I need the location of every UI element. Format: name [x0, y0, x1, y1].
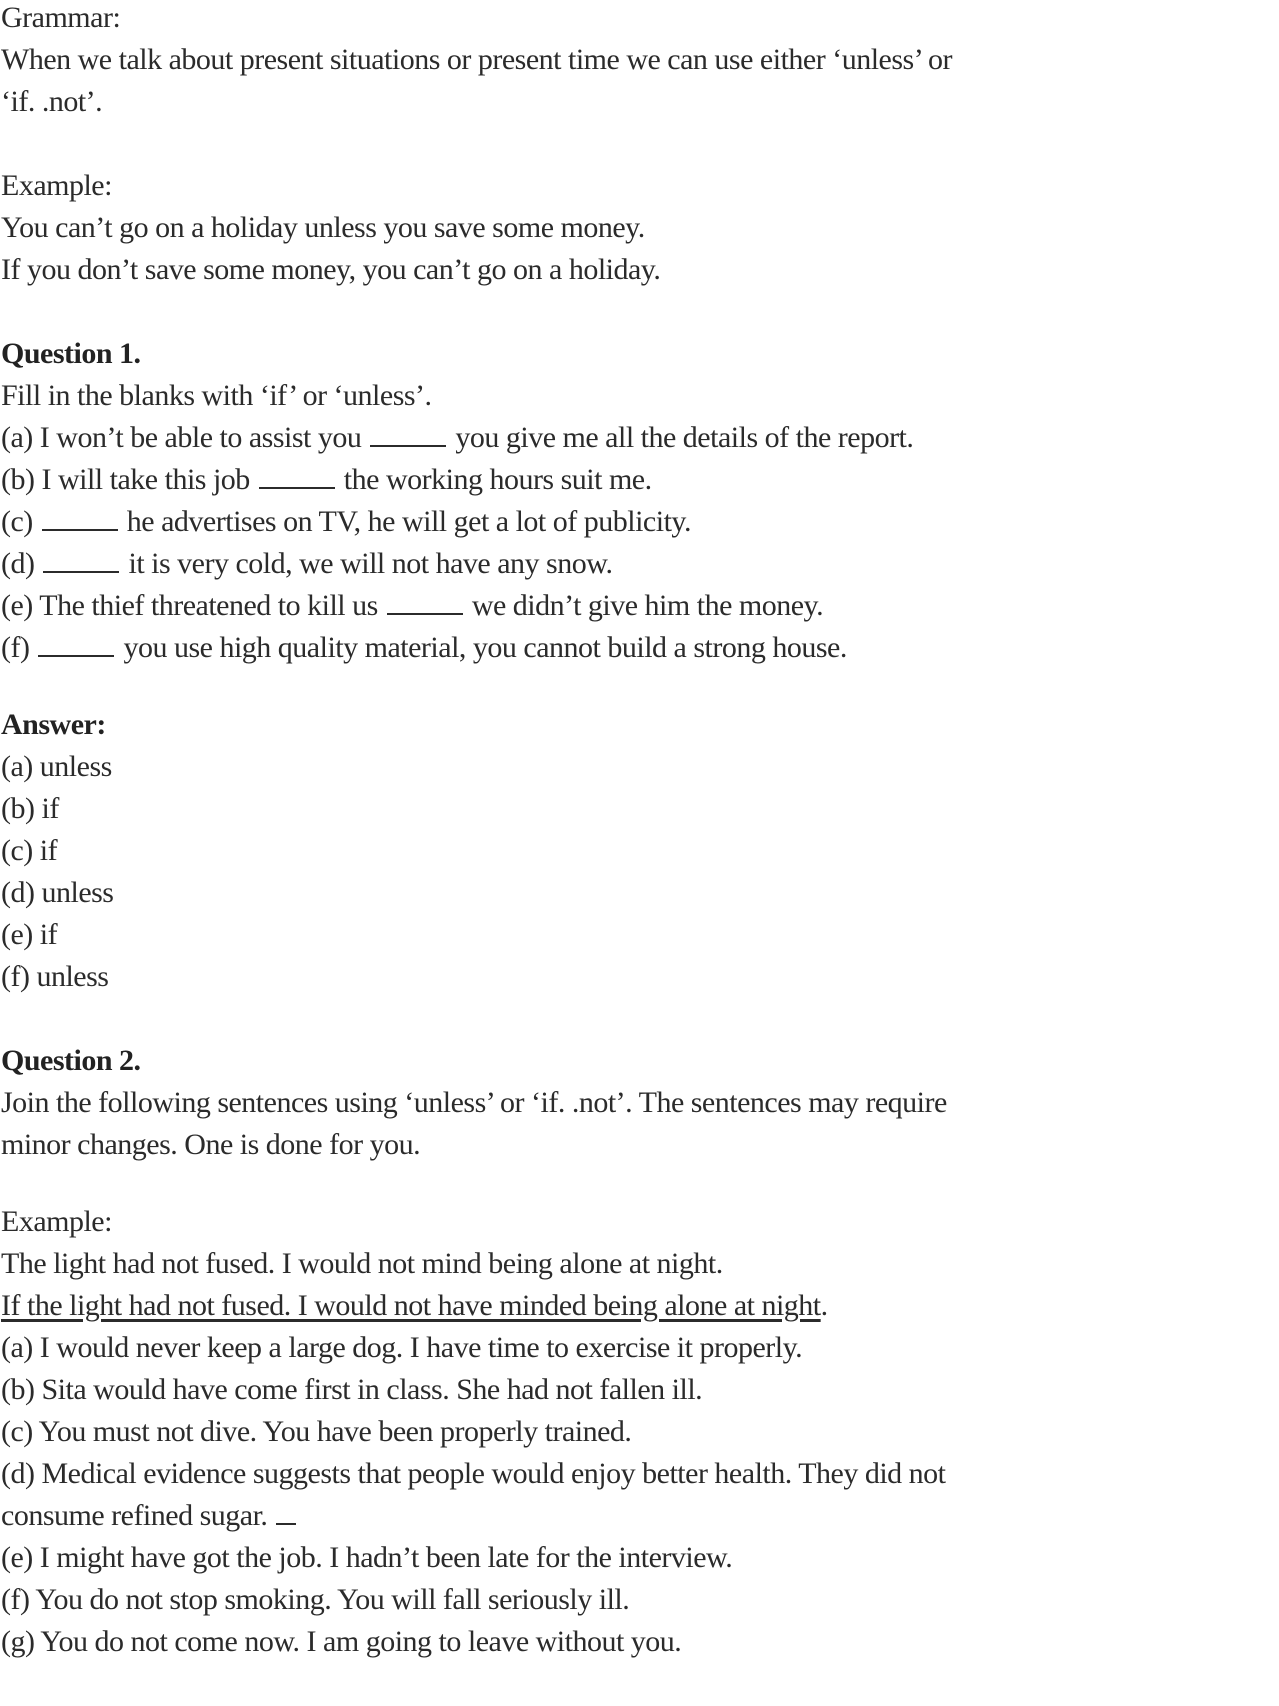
question-1-item-f	[1, 627, 1279, 669]
item-text-before: (e) The thief threatened to kill us	[1, 589, 385, 622]
question-2-item-f: (f) You do not stop smoking. You will fall seriously ill.	[1, 1583, 630, 1616]
fill-blank	[387, 589, 463, 615]
question-2-item-g: (g) You do not come now. I am going to leave without you.	[1, 1625, 682, 1658]
question-2-item-e: (e) I might have got the job. I hadn’t been late for the interview.	[1, 1541, 733, 1574]
fill-blank	[276, 1499, 296, 1525]
answer-1-item-a: (a) unless	[1, 750, 112, 783]
grammar-text-line-2: ‘if. .not’.	[1, 85, 103, 118]
grammar-text-line-1: When we talk about present situations or present time we can use either ‘unless’ or	[1, 43, 952, 76]
question-1-item-a	[1, 417, 1279, 459]
fill-blank	[370, 421, 446, 447]
question-1-instruction: Fill in the blanks with ‘if’ or ‘unless’.	[1, 379, 432, 412]
question-2-example-answer	[1, 1285, 1279, 1327]
question-1-title: Question 1.	[1, 337, 141, 370]
answer-1-item-f: (f) unless	[1, 960, 109, 993]
question-2-item-c: (c) You must not dive. You have been properly trained.	[1, 1415, 632, 1448]
question-1-item-d	[1, 543, 1279, 585]
item-text-after: we didn’t give him the money.	[464, 589, 824, 622]
item-text-before: (b) I will take this job	[1, 463, 257, 496]
item-text: consume refined sugar.	[1, 1499, 275, 1532]
item-text-after: you give me all the details of the report.	[448, 421, 914, 454]
question-2-title: Question 2.	[1, 1044, 141, 1077]
item-text-before: (c)	[1, 505, 40, 538]
example-heading: Example:	[1, 169, 112, 202]
fill-blank	[38, 631, 114, 657]
fill-blank	[259, 463, 335, 489]
question-2-item-d-line-2	[1, 1495, 1279, 1537]
answer-1-item-d: (d) unless	[1, 876, 114, 909]
answer-1-title: Answer:	[1, 708, 106, 741]
item-text-after: it is very cold, we will not have any snow.	[121, 547, 613, 580]
answer-1-item-c: (c) if	[1, 834, 58, 867]
question-2-example-heading: Example:	[1, 1205, 112, 1238]
grammar-heading: Grammar:	[1, 1, 121, 34]
example-answer-underlined: If the light had not fused. I would not have minded being alone at night	[1, 1289, 821, 1322]
question-2-instruction-line-2: minor changes. One is done for you.	[1, 1128, 421, 1161]
question-2-item-a: (a) I would never keep a large dog. I have time to exercise it properly.	[1, 1331, 803, 1364]
item-text-before: (a) I won’t be able to assist you	[1, 421, 369, 454]
question-1-item-e	[1, 585, 1279, 627]
question-2-example-sentence: The light had not fused. I would not mind being alone at night.	[1, 1247, 723, 1280]
item-text-after: the working hours suit me.	[336, 463, 652, 496]
question-2-item-b: (b) Sita would have come first in class. She had not fallen ill.	[1, 1373, 703, 1406]
item-text-after: you use high quality material, you cannot build a strong house.	[116, 631, 847, 664]
item-text-before: (f)	[1, 631, 37, 664]
question-1-item-b	[1, 459, 1279, 501]
question-2-instruction-line-1: Join the following sentences using ‘unless’ or ‘if. .not’. The sentences may require	[1, 1086, 947, 1119]
example-sentence-1: You can’t go on a holiday unless you save some money.	[1, 211, 645, 244]
worksheet-page	[1, 0, 1279, 1663]
item-text-after: he advertises on TV, he will get a lot of publicity.	[119, 505, 691, 538]
example-answer-period: .	[820, 1289, 828, 1322]
fill-blank	[42, 505, 118, 531]
question-2-item-d-line-1: (d) Medical evidence suggests that people would enjoy better health. They did not	[1, 1457, 946, 1490]
question-1-item-c	[1, 501, 1279, 543]
answer-1-item-e: (e) if	[1, 918, 58, 951]
example-sentence-2: If you don’t save some money, you can’t go on a holiday.	[1, 253, 661, 286]
item-text-before: (d)	[1, 547, 42, 580]
answer-1-item-b: (b) if	[1, 792, 59, 825]
fill-blank	[43, 547, 119, 573]
